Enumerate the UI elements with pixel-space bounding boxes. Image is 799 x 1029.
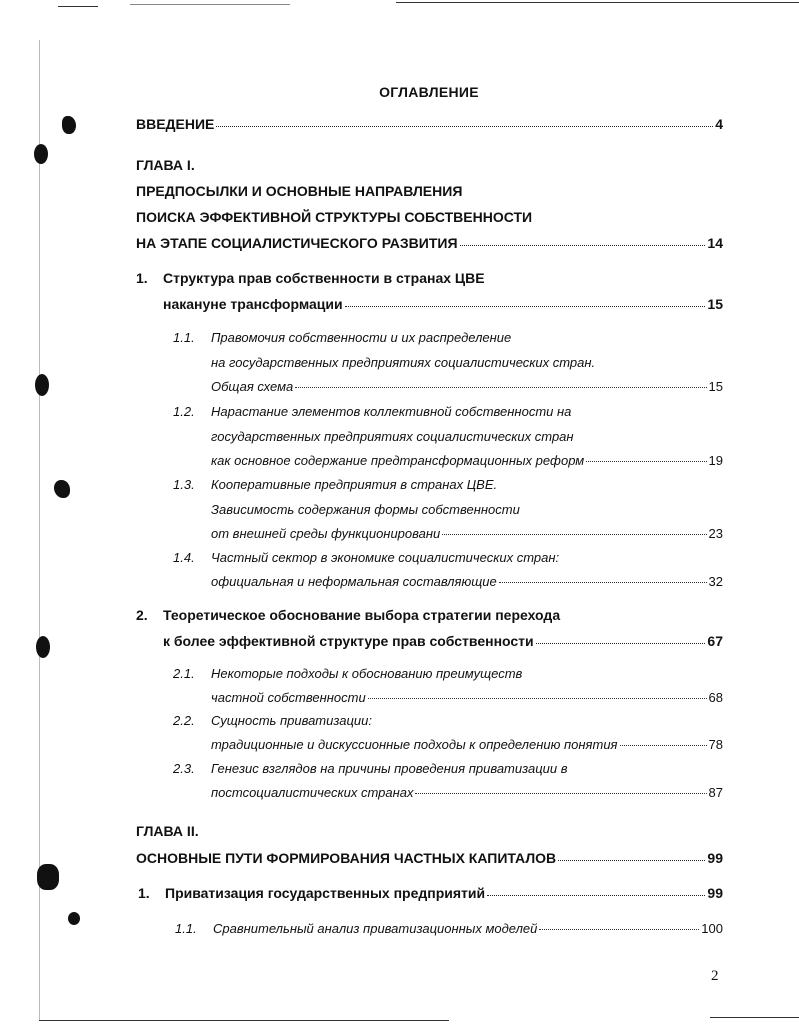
chapter-title-line: ОСНОВНЫЕ ПУТИ ФОРМИРОВАНИЯ ЧАСТНЫХ КАПИТАЛОВ [136,850,557,866]
subsection-number: 1.2. [173,404,195,419]
toc-entry-section-1-1[interactable] [163,296,723,312]
subsection-number: 2.2. [173,713,195,728]
toc-entry-subsection-1-3[interactable] [211,526,723,541]
toc-entry-title: ВВЕДЕНИЕ [136,116,215,132]
leader-dots [415,793,706,794]
toc-entry-subsection-2-1[interactable] [211,690,723,705]
chapter-title-line: НА ЭТАПЕ СОЦИАЛИСТИЧЕСКОГО РАЗВИТИЯ [136,235,458,251]
subsection-title-line: частной собственности [211,690,366,705]
toc-entry-chapter-1[interactable] [136,235,723,251]
punch-hole-mark [35,374,49,396]
subsection-title-line: Нарастание элементов коллективной собственности на [211,404,572,419]
toc-page-number: 99 [707,885,723,901]
toc-page-number: 67 [707,633,723,649]
toc-page-number: 15 [708,379,723,394]
page-number: 2 [711,968,719,984]
subsection-title-line: Сравнительный анализ приватизационных моделей [213,921,538,936]
leader-dots [460,245,706,246]
punch-hole-mark [34,144,48,164]
leader-dots [487,895,705,896]
scan-edge-top-mid [130,4,290,5]
toc-page-number: 99 [707,850,723,866]
toc-page-number: 19 [708,453,723,468]
section-title-line: Структура прав собственности в странах ЦВЕ [163,270,485,286]
subsection-title-line: Правомочия собственности и их распределение [211,330,512,345]
subsection-title-line: как основное содержание предтрансформационных реформ [211,453,585,468]
subsection-title-line: Частный сектор в экономике социалистических стран: [211,550,560,565]
toc-entry-subsection-2-2[interactable] [211,737,723,752]
subsection-number: 2.1. [173,666,195,681]
section-title-line: Приватизация государственных предприятий [165,885,486,901]
toc-page-number: 100 [701,921,723,936]
subsection-title-line: Общая схема [211,379,294,394]
toc-entry-section-2-1[interactable] [165,885,723,901]
toc-page-number: 15 [707,296,723,312]
subsection-number: 1.1. [175,921,197,936]
toc-page-number: 4 [715,116,723,132]
chapter-label: ГЛАВА II. [136,823,199,839]
toc-page-number: 14 [707,235,723,251]
subsection-title-line: на государственных предприятиях социалистических стран. [211,355,596,370]
scan-edge-bottom-left [39,1020,449,1021]
chapter-title-line: ПРЕДПОСЫЛКИ И ОСНОВНЫЕ НАПРАВЛЕНИЯ [136,183,463,199]
section-title-line: Теоретическое обоснование выбора стратегии перехода [163,607,561,623]
toc-entry-subsection-1-1[interactable] [211,379,723,394]
toc-page-number: 23 [708,526,723,541]
punch-hole-mark [68,912,80,925]
leader-dots [442,534,706,535]
subsection-title-line: Кооперативные предприятия в странах ЦВЕ. [211,477,498,492]
punch-hole-mark [62,116,76,134]
section-number: 2. [136,607,148,623]
subsection-title-line: Зависимость содержания формы собственности [211,502,520,517]
section-title-line: накануне трансформации [163,296,343,312]
toc-entry-subsection-2-1-1[interactable] [213,921,723,936]
subsection-title-line: Генезис взглядов на причины проведения приватизации в [211,761,568,776]
subsection-title-line: Некоторые подходы к обоснованию преимуществ [211,666,523,681]
toc-entry-section-1-2[interactable] [163,633,723,649]
leader-dots [499,582,707,583]
section-number: 1. [136,270,148,286]
chapter-title-line: ПОИСКА ЭФФЕКТИВНОЙ СТРУКТУРЫ СОБСТВЕННОСТИ [136,209,533,225]
chapter-label: ГЛАВА I. [136,157,195,173]
subsection-number: 1.4. [173,550,195,565]
toc-page-number: 78 [708,737,723,752]
leader-dots [586,461,706,462]
scan-edge-top-left [58,6,98,7]
leader-dots [295,387,706,388]
subsection-title-line: от внешней среды функционировани [211,526,441,541]
leader-dots [345,306,706,307]
subsection-number: 1.3. [173,477,195,492]
toc-page-number: 87 [708,785,723,800]
toc-page-number: 68 [708,690,723,705]
subsection-number: 2.3. [173,761,195,776]
subsection-title-line: постсоциалистических странах [211,785,414,800]
subsection-title-line: Сущность приватизации: [211,713,373,728]
toc-entry-introduction[interactable] [136,116,723,132]
scan-edge-top-right [396,2,799,3]
punch-hole-mark [37,864,59,890]
section-title-line: к более эффективной структуре прав собственности [163,633,534,649]
subsection-title-line: официальная и неформальная составляющие [211,574,497,589]
punch-hole-mark [36,636,50,658]
leader-dots [216,126,713,127]
punch-hole-mark [54,480,70,498]
subsection-number: 1.1. [173,330,195,345]
subsection-title-line: традиционные и дискуссионные подходы к определению понятия [211,737,618,752]
subsection-title-line: государственных предприятиях социалистических стран [211,429,574,444]
toc-entry-subsection-1-2[interactable] [211,453,723,468]
scan-edge-bottom-right [710,1017,799,1018]
section-number: 1. [138,885,150,901]
leader-dots [368,698,707,699]
leader-dots [620,745,707,746]
toc-entry-subsection-1-4[interactable] [211,574,723,589]
toc-page-number: 32 [708,574,723,589]
leader-dots [536,643,706,644]
page-title: ОГЛАВЛЕНИЕ [379,84,479,100]
leader-dots [558,860,705,861]
toc-entry-subsection-2-3[interactable] [211,785,723,800]
toc-entry-chapter-2[interactable] [136,850,723,866]
leader-dots [539,929,699,930]
